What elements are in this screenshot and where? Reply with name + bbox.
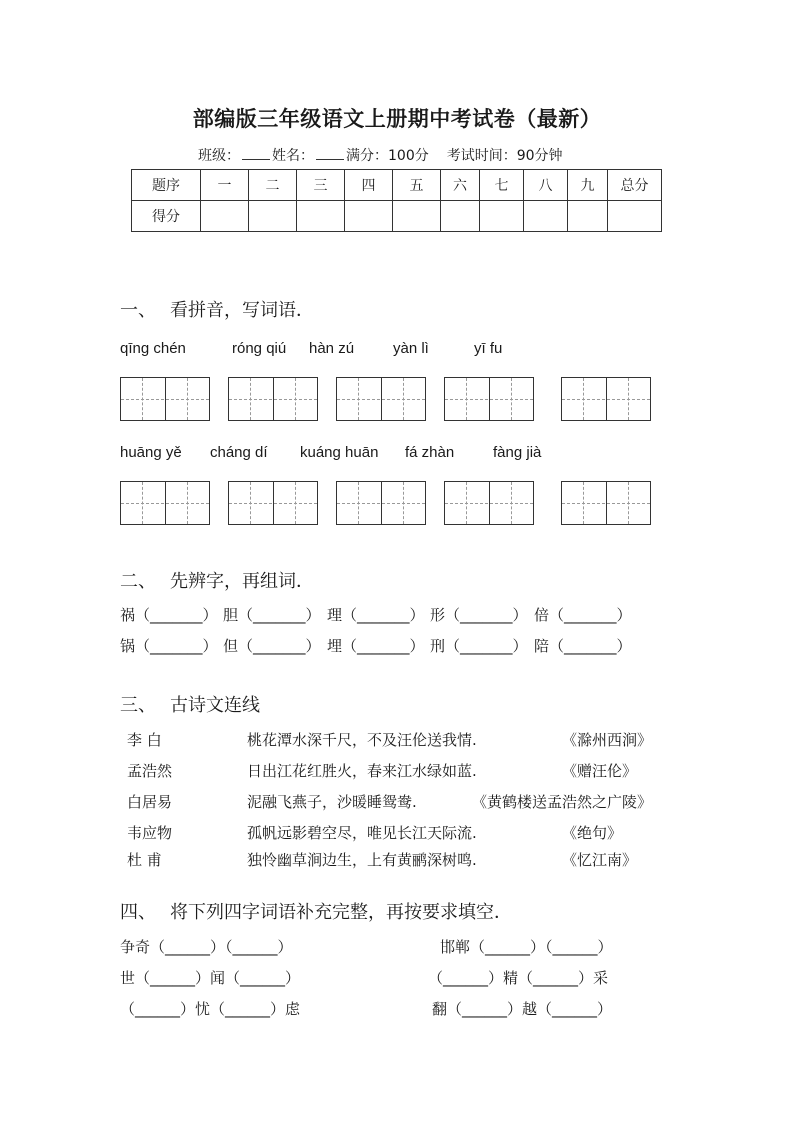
poem-title[interactable]: 《黄鹤楼送孟浩然之广陵》 [472,793,653,811]
section4-number: 四、 [120,902,156,923]
score-cell[interactable] [393,201,441,232]
writing-grid[interactable] [228,481,318,525]
writing-grid[interactable] [120,377,210,421]
writing-grid[interactable] [336,377,426,421]
student-info-line [198,145,563,165]
pinyin-item: cháng dí [210,444,268,461]
score-header-cell: 九 [568,170,608,201]
score-cell[interactable] [441,201,480,232]
pinyin-item: fá zhàn [405,444,455,461]
idiom-fill-item[interactable]: 争奇（______）（______） [120,938,293,956]
section2-title: 先辨字，再组词． [170,571,314,592]
pinyin-item: yī fu [474,340,503,357]
exam-time: 考试时间：90分钟 [446,148,563,164]
idiom-fill-item[interactable]: （______）精（______）采 [428,969,609,987]
score-header-cell: 总分 [608,170,662,201]
idiom-fill-item[interactable]: 翻（______）越（______） [432,1000,613,1018]
pinyin-item: fàng jià [493,444,542,461]
section3-title: 古诗文连线 [170,695,260,716]
full-score: 满分：100分 [346,148,429,164]
poem-line[interactable]: 泥融飞燕子，沙暖睡鸳鸯. [247,793,417,811]
word-pair-item[interactable]: 形（_______） [430,606,528,624]
score-header-cell: 六 [441,170,480,201]
pinyin-item: qīng chén [120,340,186,357]
score-cell[interactable] [524,201,568,232]
section2-heading [120,567,314,593]
poem-line[interactable]: 孤帆远影碧空尽，唯见长江天际流. [247,824,477,842]
class-label: 班级： [198,148,240,164]
pinyin-item: hàn zú [309,340,355,357]
score-table-header-row [132,170,662,201]
score-cell[interactable] [480,201,524,232]
pinyin-item: yàn lì [393,340,429,357]
poet-name[interactable]: 白居易 [127,793,173,811]
word-pair-item[interactable]: 但（_______） [223,637,321,655]
section3-heading [120,691,260,717]
section1-title: 看拼音，写词语． [170,300,314,321]
score-header-cell: 一 [201,170,249,201]
section1-number: 一、 [120,300,156,321]
word-pair-item[interactable]: 祸（_______） [120,606,218,624]
score-cell[interactable] [608,201,662,232]
poem-line[interactable]: 独怜幽草涧边生，上有黄鹂深树鸣. [247,851,477,869]
writing-grid[interactable] [336,481,426,525]
writing-grid[interactable] [228,377,318,421]
writing-grid[interactable] [561,377,651,421]
score-table-score-row [132,201,662,232]
section1-heading [120,296,314,322]
word-pair-item[interactable]: 刑（_______） [430,637,528,655]
score-header-cell: 四 [345,170,393,201]
pinyin-item: huāng yě [120,444,182,461]
score-header-cell: 题序 [132,170,201,201]
poet-name[interactable]: 韦应物 [127,824,173,842]
idiom-fill-item[interactable]: 世（______）闻（______） [120,969,301,987]
writing-grid[interactable] [444,377,534,421]
writing-grid[interactable] [561,481,651,525]
score-header-cell: 七 [480,170,524,201]
score-cell[interactable] [297,201,345,232]
score-cell[interactable] [201,201,249,232]
page-title: 部编版三年级语文上册期中考试卷（最新） [192,106,602,131]
word-pair-item[interactable]: 锅（_______） [120,637,218,655]
word-pair-item[interactable]: 理（_______） [327,606,425,624]
word-pair-item[interactable]: 埋（_______） [327,637,425,655]
writing-grid[interactable] [120,481,210,525]
name-blank[interactable] [316,146,344,160]
poem-title[interactable]: 《赠汪伦》 [562,762,638,780]
poet-name[interactable]: 李 白 [127,731,162,749]
writing-grid[interactable] [444,481,534,525]
pinyin-item: róng qiú [232,340,287,357]
class-blank[interactable] [242,146,270,160]
poem-line[interactable]: 日出江花红胜火，春来江水绿如蓝. [247,762,477,780]
section3-number: 三、 [120,695,156,716]
score-header-cell: 八 [524,170,568,201]
score-table [131,169,662,232]
section2-number: 二、 [120,571,156,592]
idiom-fill-item[interactable]: （______）忧（______）虑 [120,1000,301,1018]
idiom-fill-item[interactable]: 邯郸（______）（______） [440,938,613,956]
score-row-label: 得分 [132,201,201,232]
score-header-cell: 二 [249,170,297,201]
score-cell[interactable] [345,201,393,232]
word-pair-item[interactable]: 陪（_______） [534,637,632,655]
section4-heading [120,898,512,924]
poet-name[interactable]: 孟浩然 [127,762,173,780]
poet-name[interactable]: 杜 甫 [127,851,162,869]
score-header-cell: 五 [393,170,441,201]
score-cell[interactable] [568,201,608,232]
score-cell[interactable] [249,201,297,232]
word-pair-item[interactable]: 倍（_______） [534,606,632,624]
name-label: 姓名： [272,148,314,164]
poem-title[interactable]: 《忆江南》 [562,851,638,869]
score-header-cell: 三 [297,170,345,201]
section4-title: 将下列四字词语补充完整，再按要求填空． [170,902,512,923]
poem-line[interactable]: 桃花潭水深千尺，不及汪伦送我情. [247,731,477,749]
pinyin-item: kuáng huān [300,444,379,461]
poem-title[interactable]: 《绝句》 [562,824,623,842]
word-pair-item[interactable]: 胆（_______） [223,606,321,624]
poem-title[interactable]: 《滁州西涧》 [562,731,653,749]
